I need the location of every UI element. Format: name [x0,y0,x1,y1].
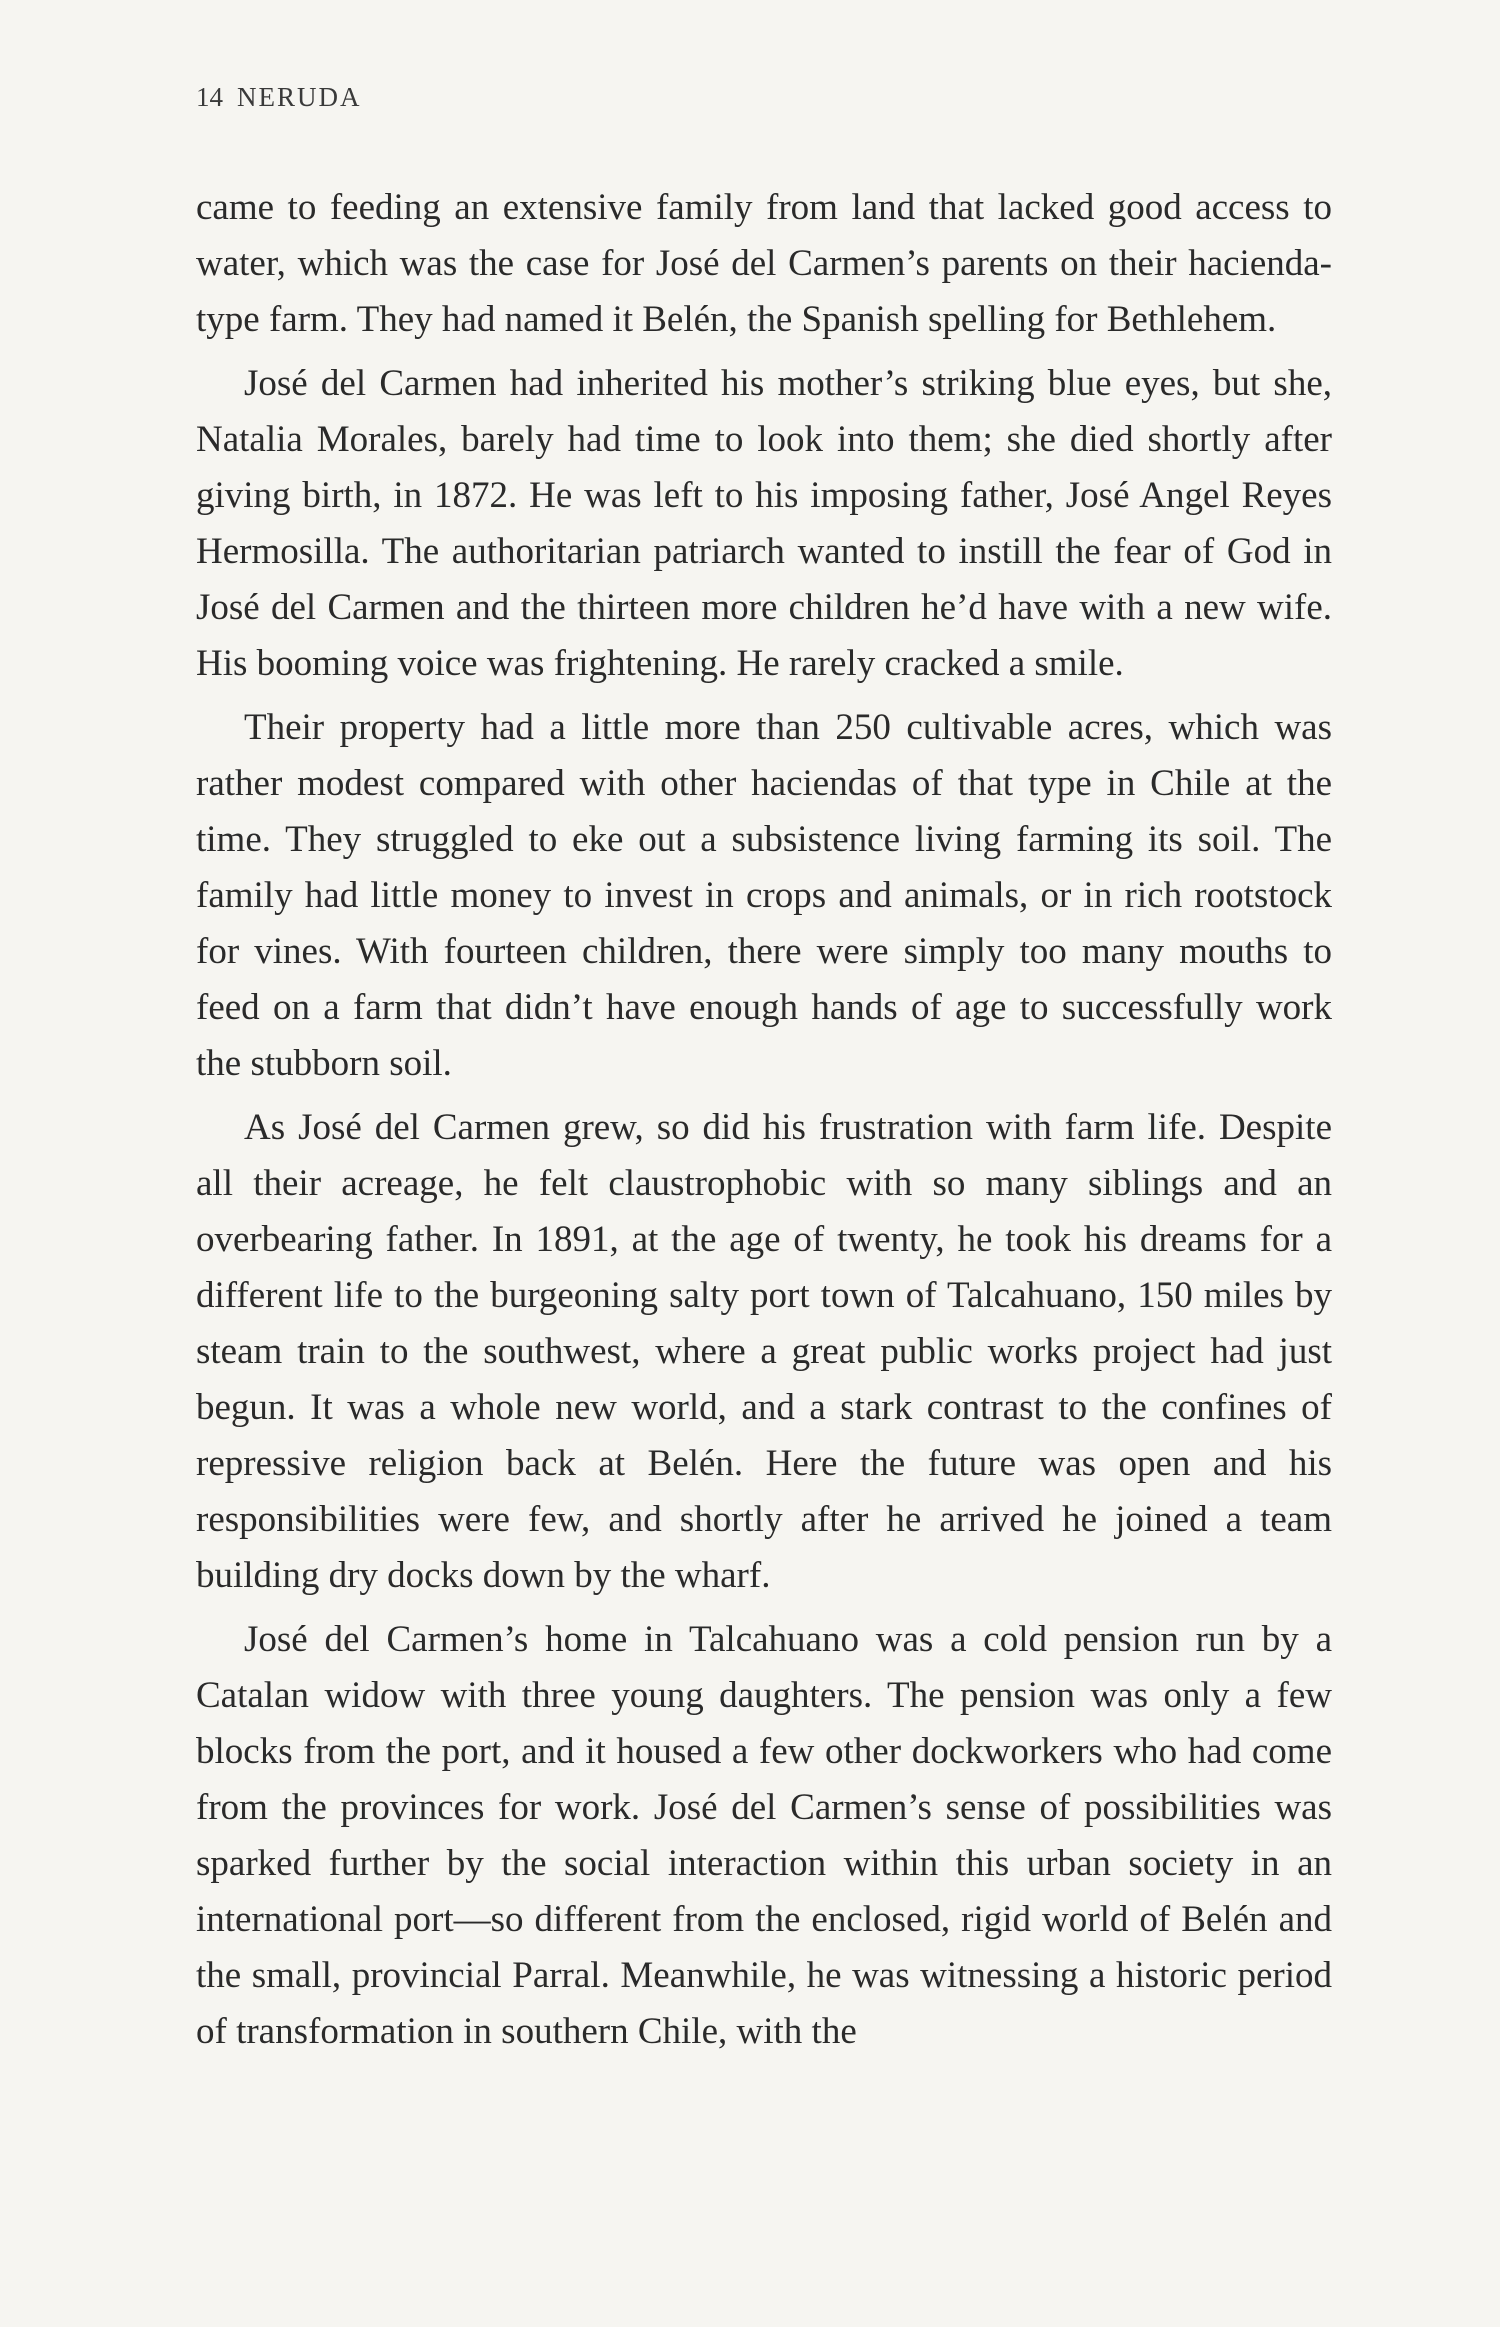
paragraph-3: Their property had a little more than 250 cultivable acres, which was rather modest compared with other haciendas of that type in Chile at the time. They struggled to eke out a subsistence living farming its soil. The family had little money to invest in crops and animals, or in rich rootstock for vines. With fourteen children, there were simply too many mouths to feed on a farm that didn’t have enough hands of age to successfully work the stubborn soil. [196,707,1332,1084]
running-title: NERUDA [237,82,362,112]
paragraph-2: José del Carmen had inherited his mother’s striking blue eyes, but she, Natalia Morales, barely had time to look into them; she died shortly after giving birth, in 1872. He was left to his imposing father, José Angel Reyes Hermosilla. The authoritarian patriarch wanted to instill the fear of God in José del Carmen and the thirteen more children he’d have with a new wife. His booming voice was frightening. He rarely cracked a smile. [196,363,1332,684]
paragraph-5: José del Carmen’s home in Talcahuano was a cold pension run by a Catalan widow with three young daughters. The pension was only a few blocks from the port, and it housed a few other dockworkers who had come from the provinces for work. José del Carmen’s sense of possibilities was sparked further by the social interaction within this urban society in an international port—so different from the enclosed, rigid world of Belén and the small, provincial Parral. Meanwhile, he was witnessing a historic period of transformation in southern Chile, with the [196,1619,1332,2052]
paragraph-1: came to feeding an extensive family from land that lacked good access to water, which was the case for José del Carmen’s parents on their hacienda-type farm. They had named it Belén, the Spanish spelling for Bethlehem. [196,187,1332,340]
running-head [196,82,362,113]
body-text [196,180,1332,2068]
paragraph-4: As José del Carmen grew, so did his frustration with farm life. Despite all their acreage, he felt claustrophobic with so many siblings and an overbearing father. In 1891, at the age of twenty, he took his dreams for a different life to the burgeoning salty port town of Talcahuano, 150 miles by steam train to the southwest, where a great public works project had just begun. It was a whole new world, and a stark contrast to the confines of repressive religion back at Belén. Here the future was open and his responsibilities were few, and shortly after he arrived he joined a team building dry docks down by the wharf. [196,1107,1332,1596]
page-number: 14 [196,82,223,112]
